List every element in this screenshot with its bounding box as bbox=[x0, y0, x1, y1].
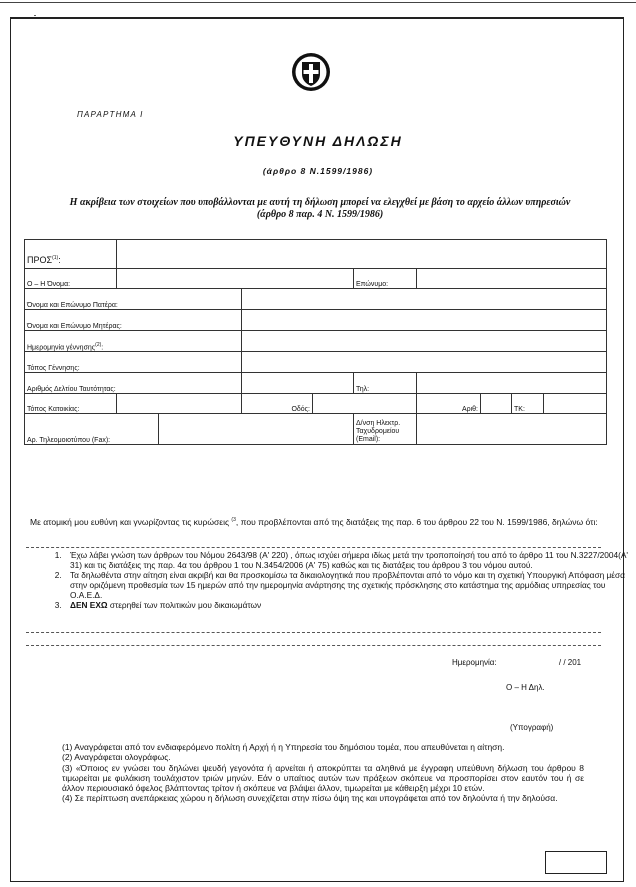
birth-date-field[interactable] bbox=[242, 331, 607, 352]
id-number-field[interactable] bbox=[242, 373, 354, 394]
annex-label: ΠΑΡΑΡΤΗΜΑ Ι bbox=[77, 110, 144, 119]
date-row bbox=[452, 658, 581, 667]
top-rule bbox=[0, 2, 636, 3]
reference-box[interactable] bbox=[545, 851, 607, 874]
postcode-label: ΤΚ: bbox=[512, 394, 544, 414]
footnote-4: (4) Σε περίπτωση ανεπάρκειας χώρου η δήλωση συνεχίζεται στην πίσω όψη της και υπογράφεται από τον δηλούντα ή την δηλούσα. bbox=[62, 793, 558, 804]
statement-intro: Με ατομική μου ευθύνη και γνωρίζοντας τις κυρώσεις $^{(3}$, που προβλέπονται από της διατάξεις της παρ. 6 του άρθρου 22 του Ν. 1599/1986, δηλώνω ότι: bbox=[30, 516, 598, 527]
first-name-label: Ο – Η Όνομα: bbox=[25, 269, 117, 289]
signature-label: (Υπογραφή) bbox=[510, 723, 554, 732]
phone-label: Τηλ: bbox=[354, 373, 417, 394]
postcode-field[interactable] bbox=[544, 394, 607, 414]
email-field[interactable] bbox=[417, 414, 607, 445]
birth-date-label: Ημερομηνία γέννησης$^{(2)}$: bbox=[25, 331, 242, 352]
fax-label: Αρ. Τηλεομοιοτύπου (Fax): bbox=[25, 414, 159, 445]
greek-coat-of-arms-icon bbox=[291, 52, 331, 92]
statement-item-2: 2. Τα δηλωθέντα στην αίτηση είναι ακριβή και θα προσκομίσω τα δικαιολογητικά που προβλέπονται από το νόμο και τη σχετική Υπουργική Απόφαση μέσα στην οριζόμενη προθεσμία των 15 ημερών από την ημερομηνία ανάρτησης της σχετικής πρόσκλησης στο κατάστημα της αρμόδιας υπηρεσίας του Ο.Α.Ε.Δ. bbox=[64, 570, 634, 600]
footnotes bbox=[62, 742, 584, 804]
last-name-field[interactable] bbox=[417, 269, 607, 289]
residence-field[interactable] bbox=[117, 394, 242, 414]
footnote-1: (1) Αναγράφεται από τον ενδιαφερόμενο πολίτη ή Αρχή ή η Υπηρεσία του δημόσιου τομέα, που απευθύνεται η αίτηση. bbox=[62, 742, 505, 752]
fax-field[interactable] bbox=[159, 414, 354, 445]
statement-line-2 bbox=[26, 645, 601, 646]
street-field[interactable] bbox=[313, 394, 417, 414]
email-label: Δ/νση Ηλεκτρ. Ταχυδρομείου (Email): bbox=[354, 414, 417, 445]
mother-name-label: Όνομα και Επώνυμο Μητέρας: bbox=[25, 310, 242, 331]
birth-place-label: Τόπος Γέννησης: bbox=[25, 352, 242, 373]
declaration-form bbox=[24, 239, 607, 445]
date-value[interactable]: / / 201 bbox=[558, 658, 582, 667]
father-name-field[interactable] bbox=[242, 289, 607, 310]
first-name-field[interactable] bbox=[117, 269, 354, 289]
statement-item-1: 1. Έχω λάβει γνώση των άρθρων του Νόμου 2643/98 (Α' 220) , όπως ισχύει σήμερα ιδίως μετά την τροποποίησή του από το άρθρο 11 του Ν.3227/2004(Α' 31) και τις διατάξεις της παρ. 4α του άρθρου 1 του Ν.3454/2006 (Α' 75) καθώς και τις διατάξεις του άρθρου 3 του νόμου αυτού. bbox=[64, 550, 634, 570]
residence-label: Τόπος Κατοικίας: bbox=[25, 394, 117, 414]
number-field[interactable] bbox=[481, 394, 512, 414]
declarant-label: Ο – Η Δηλ. bbox=[506, 683, 545, 692]
page-title: ΥΠΕΥΘΥΝΗ ΔΗΛΩΣΗ bbox=[233, 133, 403, 149]
date-label: Ημερομηνία: bbox=[452, 658, 497, 667]
statement-list bbox=[26, 550, 634, 610]
to-label: ΠΡΟΣ$^{(1)}$: bbox=[25, 240, 117, 269]
to-field[interactable] bbox=[117, 240, 607, 269]
statement-item-3: 3. ΔΕΝ ΕΧΩ στερηθεί των πολιτικών μου δικαιωμάτων bbox=[64, 600, 634, 610]
phone-field[interactable] bbox=[417, 373, 607, 394]
footnote-2: (2) Αναγράφεται ολογράφως. bbox=[62, 752, 171, 763]
corner-dot bbox=[34, 15, 36, 16]
last-name-label: Επώνυμο: bbox=[354, 269, 417, 289]
statement-line-1 bbox=[26, 632, 601, 633]
verification-note: Η ακρίβεια των στοιχείων που υποβάλλονται με αυτή τη δήλωση μπορεί να ελεγχθεί με βάση το αρχείο άλλων υπηρεσιών (άρθρο 8 παρ. 4 Ν. 1599/1986) bbox=[69, 197, 571, 220]
footnote-3: (3) «Όποιος εν γνώσει του δηλώνει ψευδή γεγονότα ή αρνείται ή αποκρύπτει τα αληθινά με έγγραφη υπεύθυνη δήλωση του άρθρου 8 τιμωρείται με φυλάκιση τουλάχιστον τριών μηνών. Εάν ο υπαίτιος αυτών των πράξεων σκόπευε να προσπορίσει στον εαυτόν του ή σε άλλον περιουσιακό όφελος βλάπτοντας τρίτον ή σκόπευε να βλάψει άλλον, τιμωρείται με κάθειρξη μέχρι 10 ετών. bbox=[62, 762, 584, 794]
statement-top-divider bbox=[26, 547, 601, 548]
law-reference: (άρθρο 8 Ν.1599/1986) bbox=[262, 166, 374, 176]
birth-place-field[interactable] bbox=[242, 352, 607, 373]
street-label: Οδός: bbox=[242, 394, 313, 414]
id-number-label: Αριθμός Δελτίου Ταυτότητας: bbox=[25, 373, 242, 394]
number-label: Αριθ: bbox=[417, 394, 481, 414]
father-name-label: Όνομα και Επώνυμο Πατέρα: bbox=[25, 289, 242, 310]
mother-name-field[interactable] bbox=[242, 310, 607, 331]
